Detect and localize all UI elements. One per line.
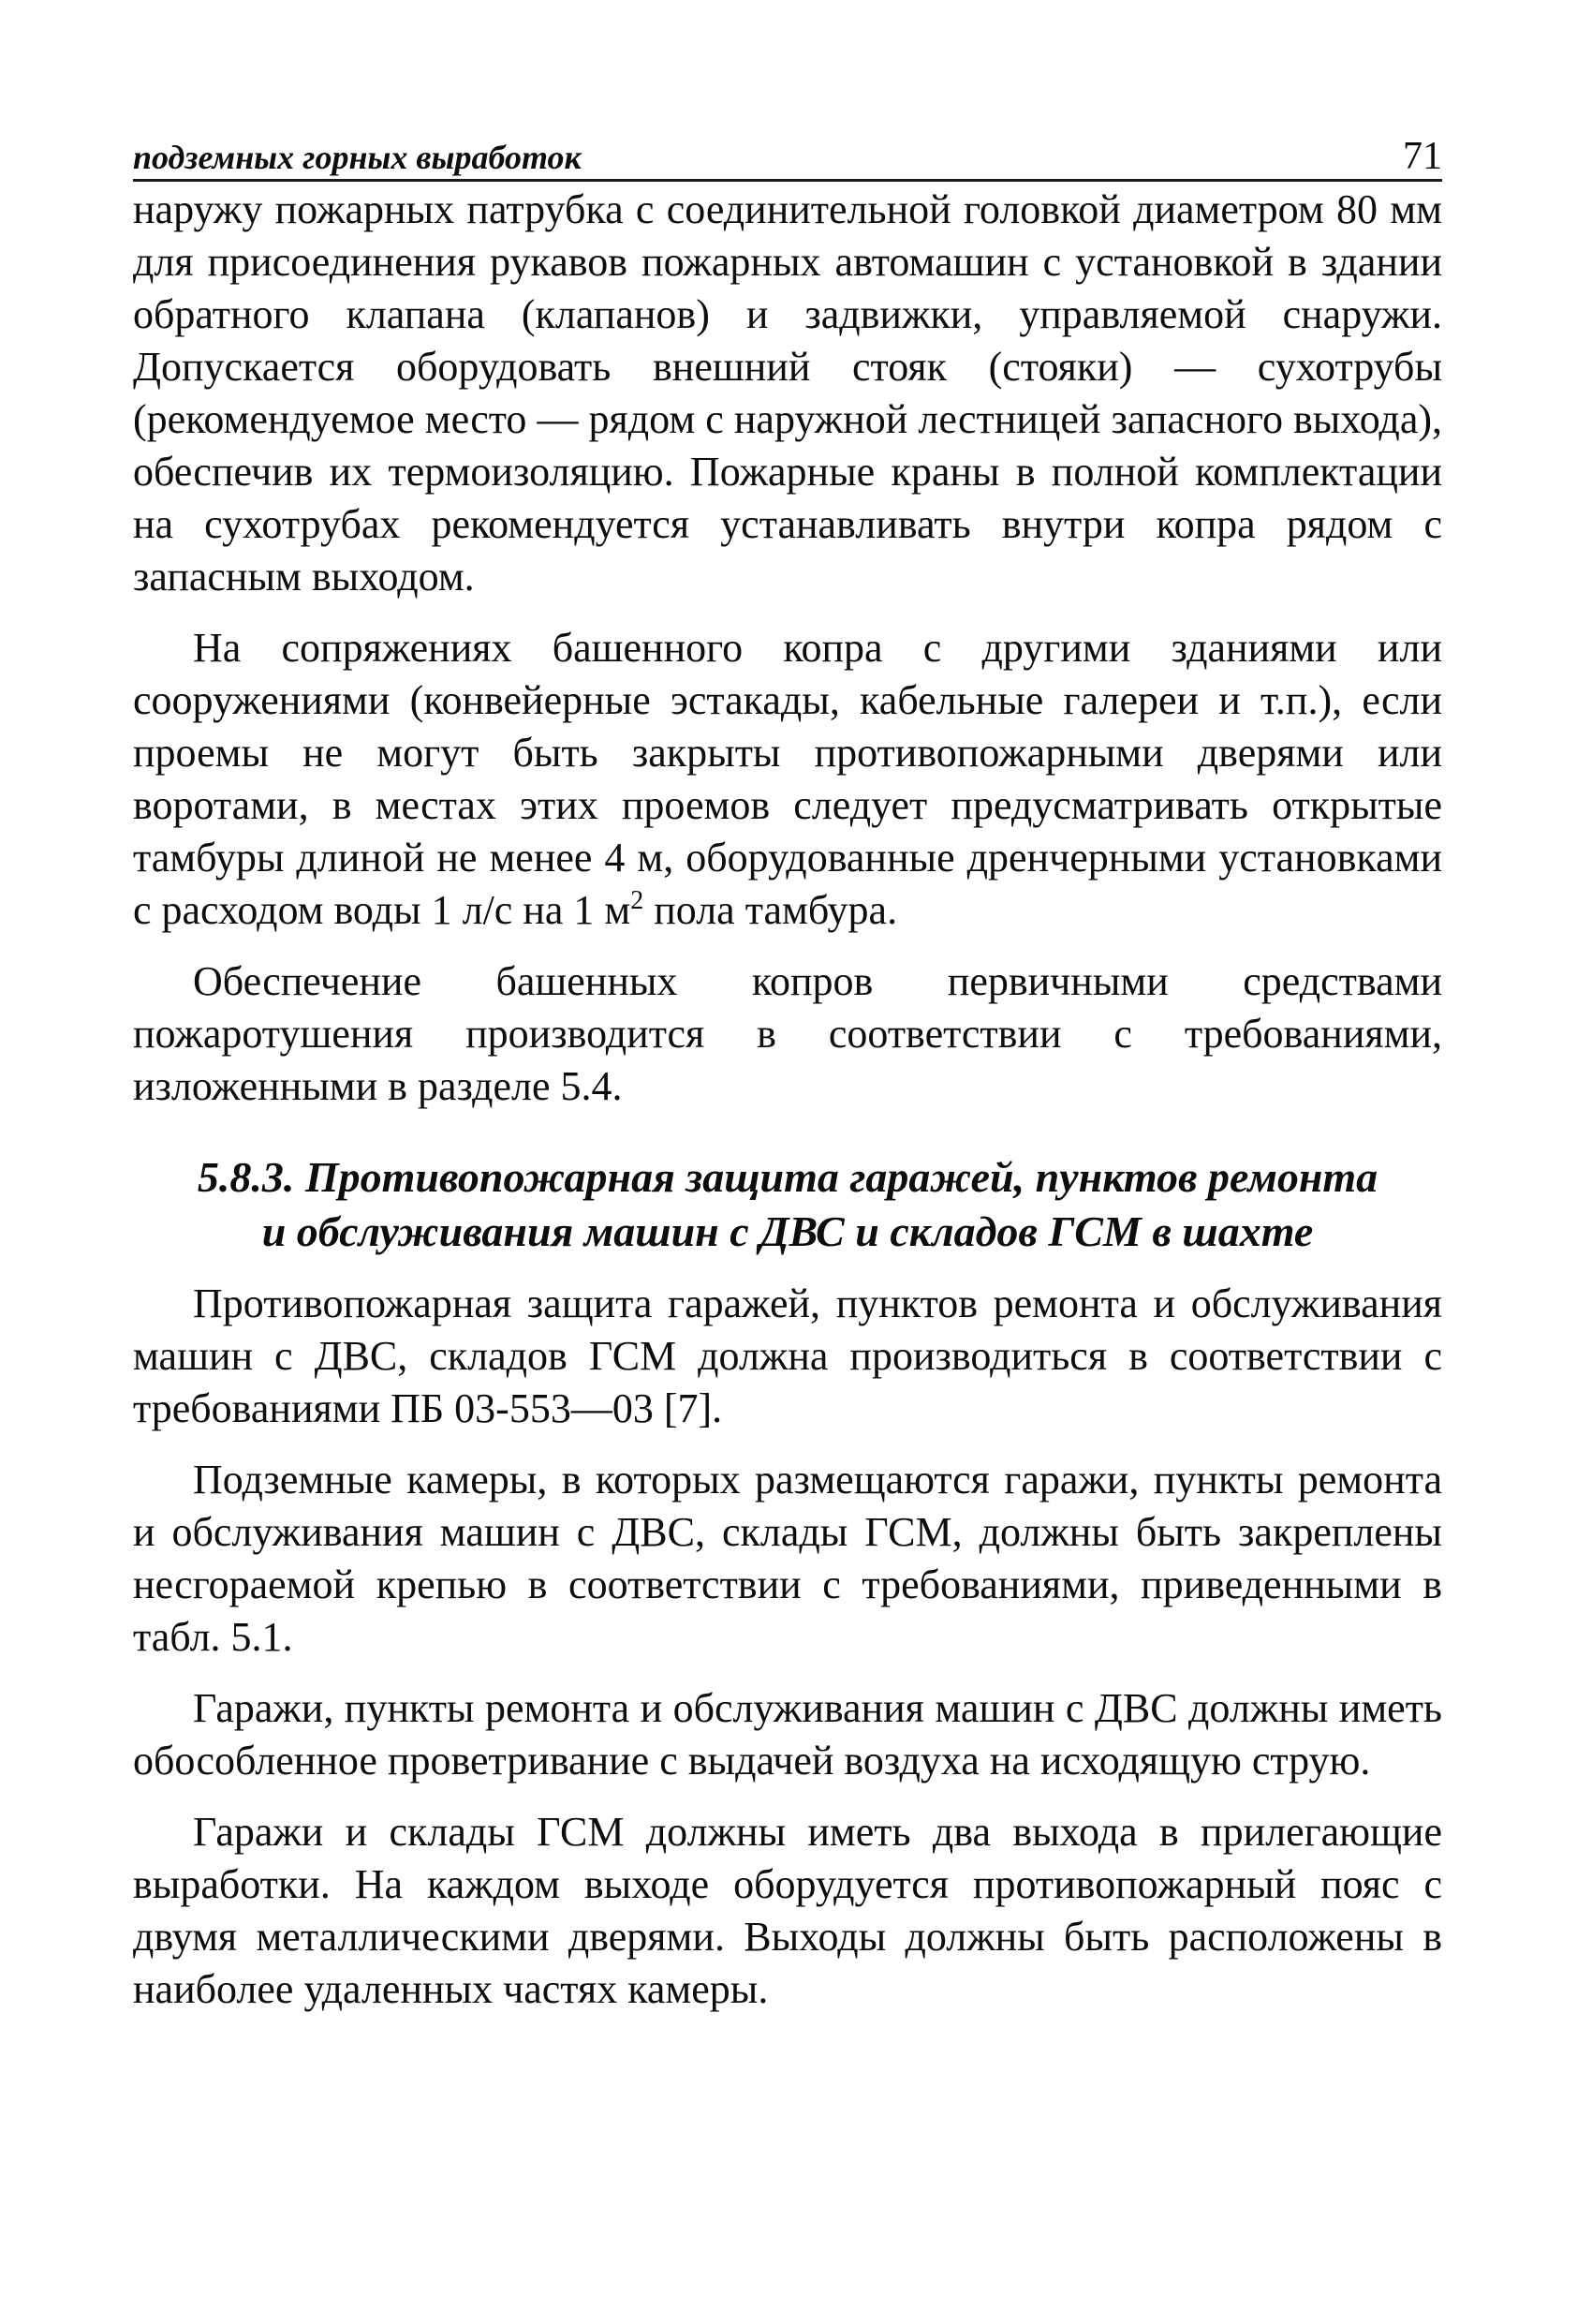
- paragraph-tambour-end: пола тамбура.: [643, 887, 898, 933]
- header-rule: [133, 179, 1442, 182]
- page-number: 71: [1403, 135, 1442, 178]
- running-header: [133, 129, 1442, 182]
- superscript: 2: [630, 886, 644, 915]
- paragraph-tambour-text: На сопряжениях башенного копра с другими зданиями или сооружениями (конвейерные эстакады, кабельные галереи и т.п.), если проемы не могут быть закрыты противопожарными дверями или воротами, в местах этих проемов следует предусматривать открытые тамбуры длиной не менее 4 м, оборудованные дренчерными установками с расходом воды 1 л/с на 1 м: [133, 625, 1442, 933]
- running-title: подземных горных выработок: [133, 139, 582, 176]
- section-heading-line-2: и обслуживания машин с ДВС и складов ГСМ в шахте: [261, 1207, 1314, 1255]
- section-paragraph: Гаражи и склады ГСМ должны иметь два выхода в прилегающие выработки. На каждом выходе оборудуется противопожарный пояс с двумя металлическими дверями. Выходы должны быть расположены в наиболее удаленных частях камеры.: [133, 1809, 1442, 2012]
- section-heading-line-1: 5.8.3. Противопожарная защита гаражей, пунктов ремонта: [197, 1153, 1378, 1201]
- section-heading: [133, 1150, 1442, 1259]
- paragraph-primary-means: Обеспечение башенных копров первичными средствами пожаротушения производится в соответствии с требованиями, изложенными в разделе 5.4.: [133, 958, 1442, 1109]
- section-paragraph: Гаражи, пункты ремонта и обслуживания машин с ДВС должны иметь обособленное проветривание с выдачей воздуха на исходящую струю.: [133, 1685, 1442, 1784]
- page-body: [133, 184, 1442, 2035]
- section-paragraph: Противопожарная защита гаражей, пунктов ремонта и обслуживания машин с ДВС, складов ГСМ должна производиться в соответствии с требованиями ПБ 03-553—03 [7].: [133, 1280, 1442, 1431]
- paragraph-continuation: наружу пожарных патрубка с соединительной головкой диаметром 80 мм для присоединения рукавов пожарных автомашин с установкой в здании обратного клапана (клапанов) и задвижки, управляемой снаружи. Допускается оборудовать внешний стояк (стояки) — сухотрубы (рекомендуемое место — рядом с наружной лестницей запасного выхода), обеспечив их термоизоляцию. Пожарные краны в полной комплектации на сухотрубах рекомендуется устанавливать внутри копра рядом с запасным выходом.: [133, 186, 1442, 600]
- paragraph-tambour: [133, 622, 1442, 937]
- section-paragraph: Подземные камеры, в которых размещаются гаражи, пункты ремонта и обслуживания машин с ДВС, склады ГСМ, должны быть закреплены несгораемой крепью в соответствии с требованиями, приведенными в табл. 5.1.: [133, 1457, 1442, 1660]
